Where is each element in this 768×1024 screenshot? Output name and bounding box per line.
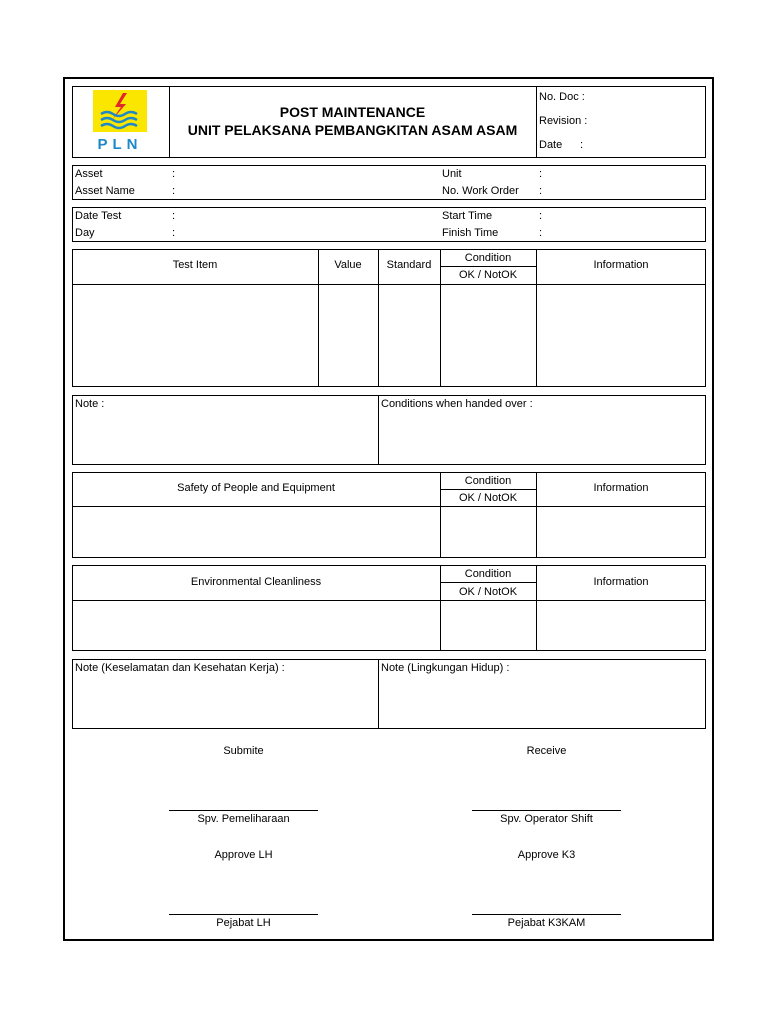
signature-line-operator [472,810,621,811]
work-order-colon: : [539,185,543,197]
env-ok-notok-header: OK / NotOK [458,586,518,598]
asset-label: Asset [75,168,103,180]
environment-header: Environmental Cleanliness [190,576,322,588]
pejabat-lh-label: Pejabat LH [216,917,271,929]
env-note-label: Note (Lingkungan Hidup) : [381,662,510,674]
no-doc-label: No. Doc : [539,91,585,103]
safety-condition-header: Condition [464,475,512,487]
env-condition-header: Condition [464,568,512,580]
approve-k3-label: Approve K3 [517,849,576,861]
spv-operator-label: Spv. Operator Shift [500,813,593,825]
k3-note-label: Note (Keselamatan dan Kesehatan Kerja) : [75,662,285,674]
signature-line-k3 [472,914,621,915]
submite-label: Submite [223,745,264,757]
information-header: Information [593,259,649,271]
test-item-header: Test Item [172,259,218,271]
pln-logo [93,90,147,132]
asset-name-colon: : [172,185,176,197]
env-information-header: Information [593,576,649,588]
safety-information-header: Information [593,482,649,494]
lightning-icon [93,90,147,132]
date-colon: : [580,139,584,151]
asset-block [72,165,706,200]
page-title: POST MAINTENANCE [279,104,426,120]
pejabat-k3kam-label: Pejabat K3KAM [507,917,586,929]
approve-lh-label: Approve LH [214,849,273,861]
finish-time-label: Finish Time [442,227,499,239]
page-subtitle: UNIT PELAKSANA PEMBANGKITAN ASAM ASAM [187,122,518,138]
value-header: Value [334,259,362,271]
unit-label: Unit [442,168,462,180]
date-test-colon: : [172,210,176,222]
day-colon: : [172,227,176,239]
signature-line-maint [169,810,318,811]
spv-maint-label: Spv. Pemeliharaan [197,813,290,825]
receive-label: Receive [526,745,567,757]
date-label: Date [539,139,563,151]
work-order-label: No. Work Order [442,185,519,197]
date-test-label: Date Test [75,210,122,222]
standard-header: Standard [386,259,432,271]
asset-colon: : [172,168,176,180]
conditions-handed-label: Conditions when handed over : [381,398,533,410]
asset-name-label: Asset Name [75,185,135,197]
start-time-colon: : [539,210,543,222]
start-time-label: Start Time [442,210,493,222]
signature-line-lh [169,914,318,915]
note-label: Note : [75,398,105,410]
condition-header: Condition [464,252,512,264]
safety-header: Safety of People and Equipment [177,482,335,494]
finish-time-colon: : [539,227,543,239]
safety-ok-notok-header: OK / NotOK [458,492,518,504]
day-label: Day [75,227,95,239]
revision-label: Revision : [539,115,588,127]
ok-notok-header: OK / NotOK [458,269,518,281]
unit-colon: : [539,168,543,180]
pln-logo-text: PLN [97,136,143,153]
date-block [72,207,706,242]
